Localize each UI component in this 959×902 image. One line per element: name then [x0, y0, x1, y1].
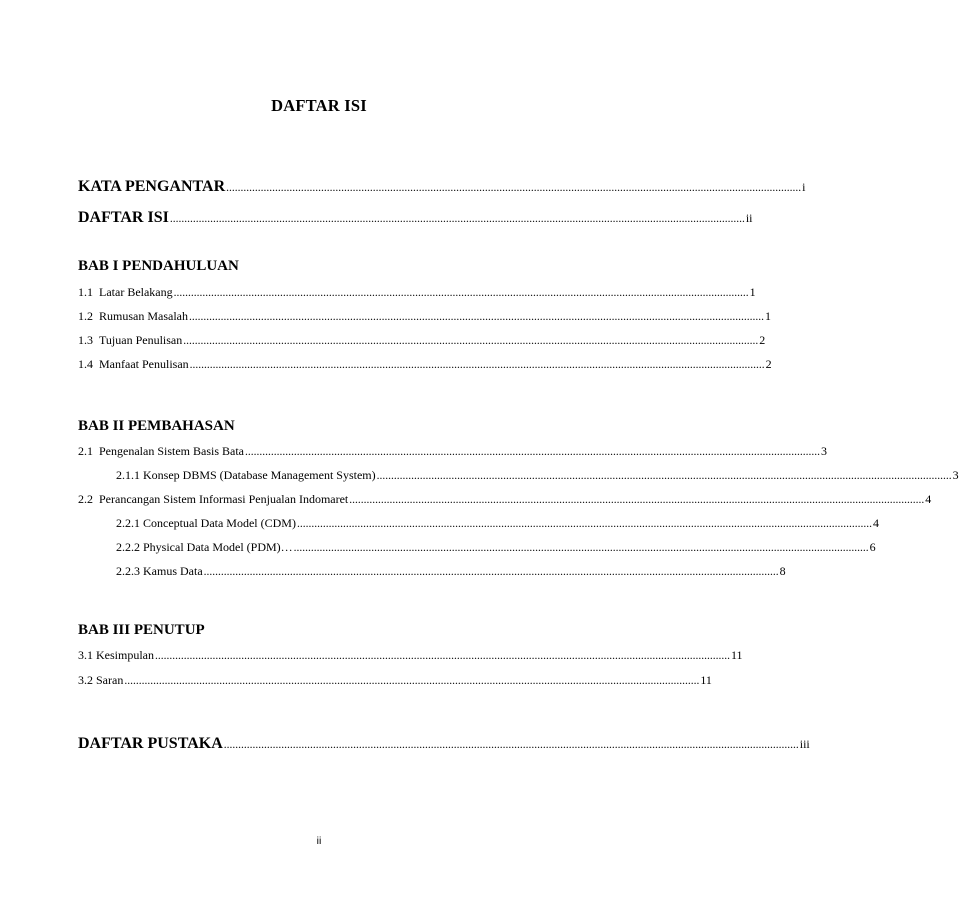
- toc-entry-1-3[interactable]: [78, 333, 766, 348]
- toc-entry-page: 6: [869, 540, 876, 554]
- section-heading-bab-3: BAB III PENUTUP: [78, 622, 205, 638]
- dot-leader: ........................................................................................................................................................................................................: [293, 542, 869, 554]
- toc-entry-label: 2.2 Perancangan Sistem Informasi Penjualan Indomaret: [78, 492, 349, 506]
- toc-entry-2-2-2[interactable]: [116, 540, 876, 555]
- toc-entry-2-1[interactable]: [78, 444, 827, 459]
- toc-entry-label: 2.2.3 Kamus Data: [116, 564, 203, 578]
- dot-leader: ........................................................................................................................................................................................................: [173, 287, 749, 299]
- toc-entry-label: 3.1 Kesimpulan: [78, 648, 154, 662]
- toc-entry-label: 1.2 Rumusan Masalah: [78, 309, 188, 323]
- toc-entry-page: 11: [731, 648, 743, 662]
- toc-entry-page: 4: [872, 516, 879, 530]
- toc-entry-page: 1: [749, 285, 756, 299]
- toc-entry-label: KATA PENGANTAR: [78, 178, 226, 195]
- toc-entry-1-4[interactable]: [78, 357, 772, 372]
- toc-entry-1-1[interactable]: [78, 285, 756, 300]
- page-title: DAFTAR ISI: [271, 96, 367, 115]
- toc-entry-2-2-1[interactable]: [116, 516, 879, 531]
- toc-entry-page: 3: [820, 444, 827, 458]
- toc-entry-label: 1.3 Tujuan Penulisan: [78, 333, 183, 347]
- toc-entry-3-1[interactable]: [78, 648, 743, 663]
- dot-leader: ........................................................................................................................................................................................................: [155, 650, 730, 662]
- dot-leader: ........................................................................................................................................................................................................: [296, 518, 872, 530]
- toc-entry-page: i: [802, 180, 806, 194]
- toc-entry-label: 3.2 Saran: [78, 673, 124, 687]
- toc-entry-label: DAFTAR ISI: [78, 209, 169, 226]
- toc-entry-3-2[interactable]: [78, 673, 712, 688]
- toc-entry-daftar-isi[interactable]: [78, 209, 753, 227]
- toc-entry-page: 8: [779, 564, 786, 578]
- dot-leader: ........................................................................................................................................................................................................: [376, 470, 952, 482]
- toc-entry-label: 1.1 Latar Belakang: [78, 285, 173, 299]
- dot-leader: ........................................................................................................................................................................................................: [223, 739, 799, 751]
- toc-entry-page: 2: [765, 357, 772, 371]
- dot-leader: ........................................................................................................................................................................................................: [183, 335, 759, 347]
- toc-entry-2-2[interactable]: [78, 492, 932, 507]
- toc-entry-1-2[interactable]: [78, 309, 771, 324]
- page-number: ii: [316, 835, 322, 847]
- dot-leader: ........................................................................................................................................................................................................: [349, 494, 925, 506]
- dot-leader: ........................................................................................................................................................................................................: [169, 213, 745, 225]
- toc-entry-page: ii: [745, 211, 753, 225]
- toc-entry-label: 2.1.1 Konsep DBMS (Database Management System): [116, 468, 376, 482]
- toc-entry-2-2-3[interactable]: [116, 564, 786, 579]
- toc-entry-daftar-pustaka[interactable]: [78, 735, 810, 753]
- toc-entry-kata-pengantar[interactable]: [78, 178, 806, 196]
- toc-entry-label: 2.2.1 Conceptual Data Model (CDM): [116, 516, 296, 530]
- dot-leader: ........................................................................................................................................................................................................: [189, 359, 765, 371]
- section-heading-bab-1: BAB I PENDAHULUAN: [78, 258, 239, 274]
- dot-leader: ........................................................................................................................................................................................................: [244, 446, 820, 458]
- toc-entry-label: 2.2.2 Physical Data Model (PDM)…: [116, 540, 293, 554]
- toc-entry-page: iii: [799, 737, 810, 751]
- dot-leader: ........................................................................................................................................................................................................: [203, 566, 779, 578]
- toc-entry-page: 1: [765, 309, 771, 323]
- section-heading-bab-2: BAB II PEMBAHASAN: [78, 418, 235, 434]
- toc-entry-2-1-1[interactable]: [116, 468, 959, 483]
- toc-entry-label: 1.4 Manfaat Penulisan: [78, 357, 189, 371]
- toc-entry-page: 11: [700, 673, 712, 687]
- toc-entry-label: DAFTAR PUSTAKA: [78, 735, 223, 752]
- toc-entry-page: 4: [925, 492, 932, 506]
- dot-leader: ........................................................................................................................................................................................................: [124, 675, 700, 687]
- dot-leader: ........................................................................................................................................................................................................: [226, 182, 802, 194]
- toc-entry-page: 3: [952, 468, 959, 482]
- toc-entry-label: 2.1 Pengenalan Sistem Basis Bata: [78, 444, 244, 458]
- dot-leader: ........................................................................................................................................................................................................: [189, 311, 764, 323]
- toc-entry-page: 2: [759, 333, 766, 347]
